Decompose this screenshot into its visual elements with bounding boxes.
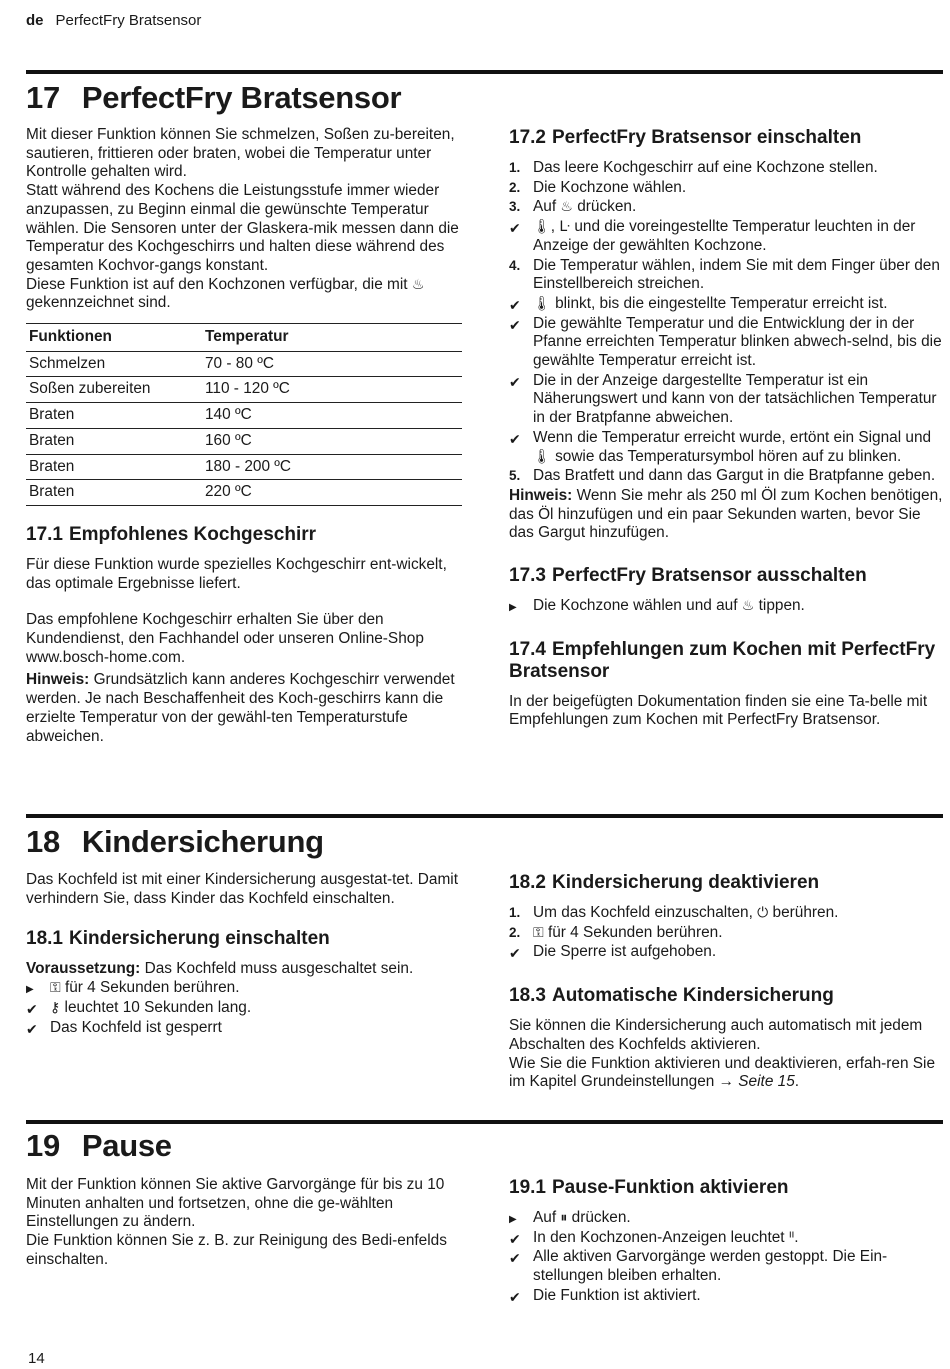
section-17-title: 17 PerfectFry Bratsensor — [26, 80, 402, 115]
table-row: Schmelzen 70 - 80 ºC — [26, 351, 462, 377]
section-18-right-column — [509, 872, 943, 1092]
action-item: ▶ Auf ⏸ drücken. — [509, 1209, 943, 1228]
paragraph: Die Funktion können Sie z. B. zur Reinigung des Bedi-enfelds einschalten. — [26, 1232, 447, 1268]
check-icon: ✔ — [509, 296, 521, 313]
arrow-icon: → — [718, 1073, 735, 1091]
arrow-icon: ▶ — [509, 1214, 517, 1225]
subsection-19-1-title: 19.1 Pause-Funktion aktivieren — [509, 1177, 789, 1198]
intro-paragraph: Das Kochfeld ist mit einer Kindersicherung ausgestat-tet. Damit verhindern Sie, dass Kinder das Kochfeld einschalten. — [26, 871, 458, 907]
pause-icon: ⏸ — [560, 1210, 568, 1226]
check-icon: ✔ — [509, 430, 521, 447]
paragraph: In der beigefügten Dokumentation finden sie eine Ta-belle mit Empfehlungen zum Kochen mit PerfectFry Bratsensor. — [509, 692, 928, 729]
section-19-right-column — [509, 1177, 943, 1307]
power-icon: ⏻ — [757, 905, 769, 921]
section-rule — [26, 1120, 943, 1124]
section-rule — [26, 70, 943, 74]
section-18-title: 18 Kindersicherung — [26, 824, 324, 859]
list-item: ✔ Die gewählte Temperatur und die Entwicklung der in der Pfanne erreichten Temperatur blinken abwech-selnd, bis die gewählte Temperatur erreicht ist. — [509, 314, 942, 370]
check-icon: ✔ — [26, 1000, 38, 1017]
check-icon: ✔ — [509, 1230, 521, 1247]
check-icon: ✔ — [509, 220, 521, 237]
note: Hinweis: Grundsätzlich kann anderes Kochgeschirr verwendet werden. Je nach Beschaffenheit des Koch-geschirrs kann die erzielte Temperatur von der gewähl-ten Temperaturstufe abweichen. — [26, 671, 455, 745]
intro-paragraph: Mit dieser Funktion können Sie schmelzen, Soßen zu-bereiten, sautieren, frittieren oder braten, wobei die Temperatur unter Kontrolle gehalten wird. — [26, 126, 455, 181]
subsection-18-1-title: 18.1 Kindersicherung einschalten — [26, 928, 330, 950]
key-icon: ⚷ — [50, 999, 61, 1016]
section-17-left-column — [26, 126, 462, 746]
list-item: 2. Die Kochzone wählen. — [509, 178, 687, 196]
check-icon: ✔ — [509, 373, 521, 390]
step-list — [509, 159, 943, 486]
subsection-17-2-title: 17.2 PerfectFry Bratsensor einschalten — [509, 127, 862, 148]
list-item: 1. Das leere Kochgeschirr auf eine Kochzone stellen. — [509, 159, 878, 176]
page-reference-link[interactable]: Seite 15 — [738, 1073, 795, 1091]
table-row: Braten 140 ºC — [26, 403, 462, 429]
section-rule — [26, 814, 943, 818]
subsection-17-4-title: 17.4 Empfehlungen zum Kochen mit PerfectFry Bratsensor — [509, 638, 936, 682]
result-item: ✔ Das Kochfeld ist gesperrt — [26, 1018, 222, 1037]
result-item: ✔ Alle aktiven Garvorgänge werden gestoppt. Die Ein-stellungen bleiben erhalten. — [509, 1248, 888, 1285]
result-item: ✔ ⚷ leuchtet 10 Sekunden lang. — [26, 998, 252, 1017]
section-19-title: 19 Pause — [26, 1128, 172, 1163]
result-item: ✔ Die Funktion ist aktiviert. — [509, 1286, 701, 1305]
check-icon: ✔ — [509, 1288, 521, 1305]
check-icon: ✔ — [509, 316, 521, 333]
result-item: ✔ In den Kochzonen-Anzeigen leuchtet ᑊᑊ. — [509, 1228, 799, 1247]
section-18-left-column — [26, 871, 462, 1038]
perfectfry-icon: ♨ — [741, 598, 755, 615]
page-header — [26, 12, 201, 29]
paragraph: Mit der Funktion können Sie aktive Garvorgänge für bis zu 10 Minuten anhalten und fortsetzen, ohne die ge-wählten Einstellungen zu ändern. — [26, 1176, 445, 1231]
subsection-17-1-title: 17.1 Empfohlenes Kochgeschirr — [26, 523, 317, 545]
perfectfry-icon: ♨ — [560, 199, 573, 216]
section-17-right-column — [509, 127, 943, 730]
list-item: ✔ 🌡, ᒷ und die voreingestellte Temperatur leuchten in der Anzeige der gewählten Kochzone. — [509, 218, 916, 254]
table-row: Braten 160 ºC — [26, 428, 462, 454]
action-item: ▶ ⚿ für 4 Sekunden berühren. — [26, 979, 462, 998]
availability-paragraph: Diese Funktion ist auf den Kochzonen verfügbar, die mit ♨ gekennzeichnet sind. — [26, 275, 425, 312]
list-item: 4. Die Temperatur wählen, indem Sie mit dem Finger über den Einstellbereich streichen. — [509, 256, 940, 293]
check-icon: ✔ — [26, 1020, 38, 1037]
function-temperature-table — [26, 323, 462, 506]
paragraph: Das empfohlene Kochgeschirr erhalten Sie über den Kundendienst, den Fachhandel oder unseren Online-Shop www.bosch-home.com. — [26, 611, 424, 666]
thermometer-icon: 🌡 — [533, 295, 551, 312]
header-title: PerfectFry Bratsensor — [55, 12, 202, 29]
arrow-icon: ▶ — [26, 984, 34, 996]
lock-4sec-icon: ⚿ — [533, 924, 544, 941]
paragraph: Wie Sie die Funktion aktivieren und deaktivieren, erfah-ren Sie im Kapitel Grundeinstellungen → Seite 15. — [509, 1054, 936, 1091]
subsection-18-2-title: 18.2 Kindersicherung deaktivieren — [509, 872, 820, 893]
paragraph: Sie können die Kindersicherung auch automatisch mit jedem Abschalten des Kochfelds aktivieren. — [509, 1017, 923, 1053]
segment-display-icon: ᒷ — [559, 219, 571, 236]
thermometer-icon: 🌡 — [533, 219, 551, 236]
lock-4sec-icon: ⚿ — [50, 980, 61, 997]
action-item: ▶ Die Kochzone wählen und auf ♨ tippen. — [509, 597, 943, 616]
table-row: Braten 180 - 200 ºC — [26, 454, 462, 480]
check-icon: ✔ — [509, 1250, 521, 1267]
page-number: 14 — [28, 1350, 45, 1367]
list-item: 1. Um das Kochfeld einzuschalten, ⏻ berühren. — [509, 904, 839, 921]
list-item: ✔ Wenn die Temperatur erreicht wurde, ertönt ein Signal und 🌡 sowie das Temperatursymbol hören auf zu blinken. — [509, 428, 932, 465]
note: Hinweis: Wenn Sie mehr als 250 ml Öl zum Kochen benötigen, das Öl hinzufügen und ein paar Sekunden warten, bevor Sie das Gargut hinzufügen. — [509, 486, 943, 542]
list-item: ✔ Die Sperre ist aufgehoben. — [509, 943, 717, 962]
subsection-18-3-title: 18.3 Automatische Kindersicherung — [509, 985, 834, 1007]
list-item: ✔ 🌡 blinkt, bis die eingestellte Temperatur erreicht ist. — [509, 294, 888, 313]
thermometer-icon: 🌡 — [533, 448, 551, 465]
language-code: de — [26, 12, 44, 29]
paragraph: Für diese Funktion wurde spezielles Kochgeschirr ent-wickelt, das optimale Ergebnisse liefert. — [26, 555, 447, 592]
pause-display-icon: ᑊᑊ — [788, 1229, 795, 1246]
subsection-17-3-title: 17.3 PerfectFry Bratsensor ausschalten — [509, 565, 867, 587]
arrow-icon: ▶ — [509, 602, 517, 614]
table-header: Funktionen — [26, 324, 202, 352]
prerequisite: Voraussetzung: Das Kochfeld muss ausgeschaltet sein. — [26, 960, 414, 978]
list-item: 5. Das Bratfett und dann das Gargut in die Bratpfanne geben. — [509, 467, 936, 485]
section-19-left-column — [26, 1176, 462, 1270]
table-row: Braten 220 ºC — [26, 480, 462, 506]
perfectfry-icon: ♨ — [411, 276, 425, 293]
list-item: 2. ⚿ für 4 Sekunden berühren. — [509, 923, 723, 941]
table-header: Temperatur — [202, 324, 462, 352]
list-item: 3. Auf ♨ drücken. — [509, 198, 637, 216]
table-row: Soßen zubereiten 110 - 120 ºC — [26, 377, 462, 403]
list-item: ✔ Die in der Anzeige dargestellte Temperatur ist ein Näherungswert und kann von der tatsächlichen Temperatur in der Bratpfanne abweichen. — [509, 371, 937, 427]
check-icon: ✔ — [509, 945, 521, 962]
intro-paragraph: Statt während des Kochens die Leistungsstufe immer wieder anzupassen, zu Beginn einmal die gewünschte Temperatur wählen. Die Sensoren unter der Glaskera-mik messen dann die Temperatur des Kochgeschirrs und halten diese während des gesamten Kochvor-gangs konstant. — [26, 182, 459, 274]
